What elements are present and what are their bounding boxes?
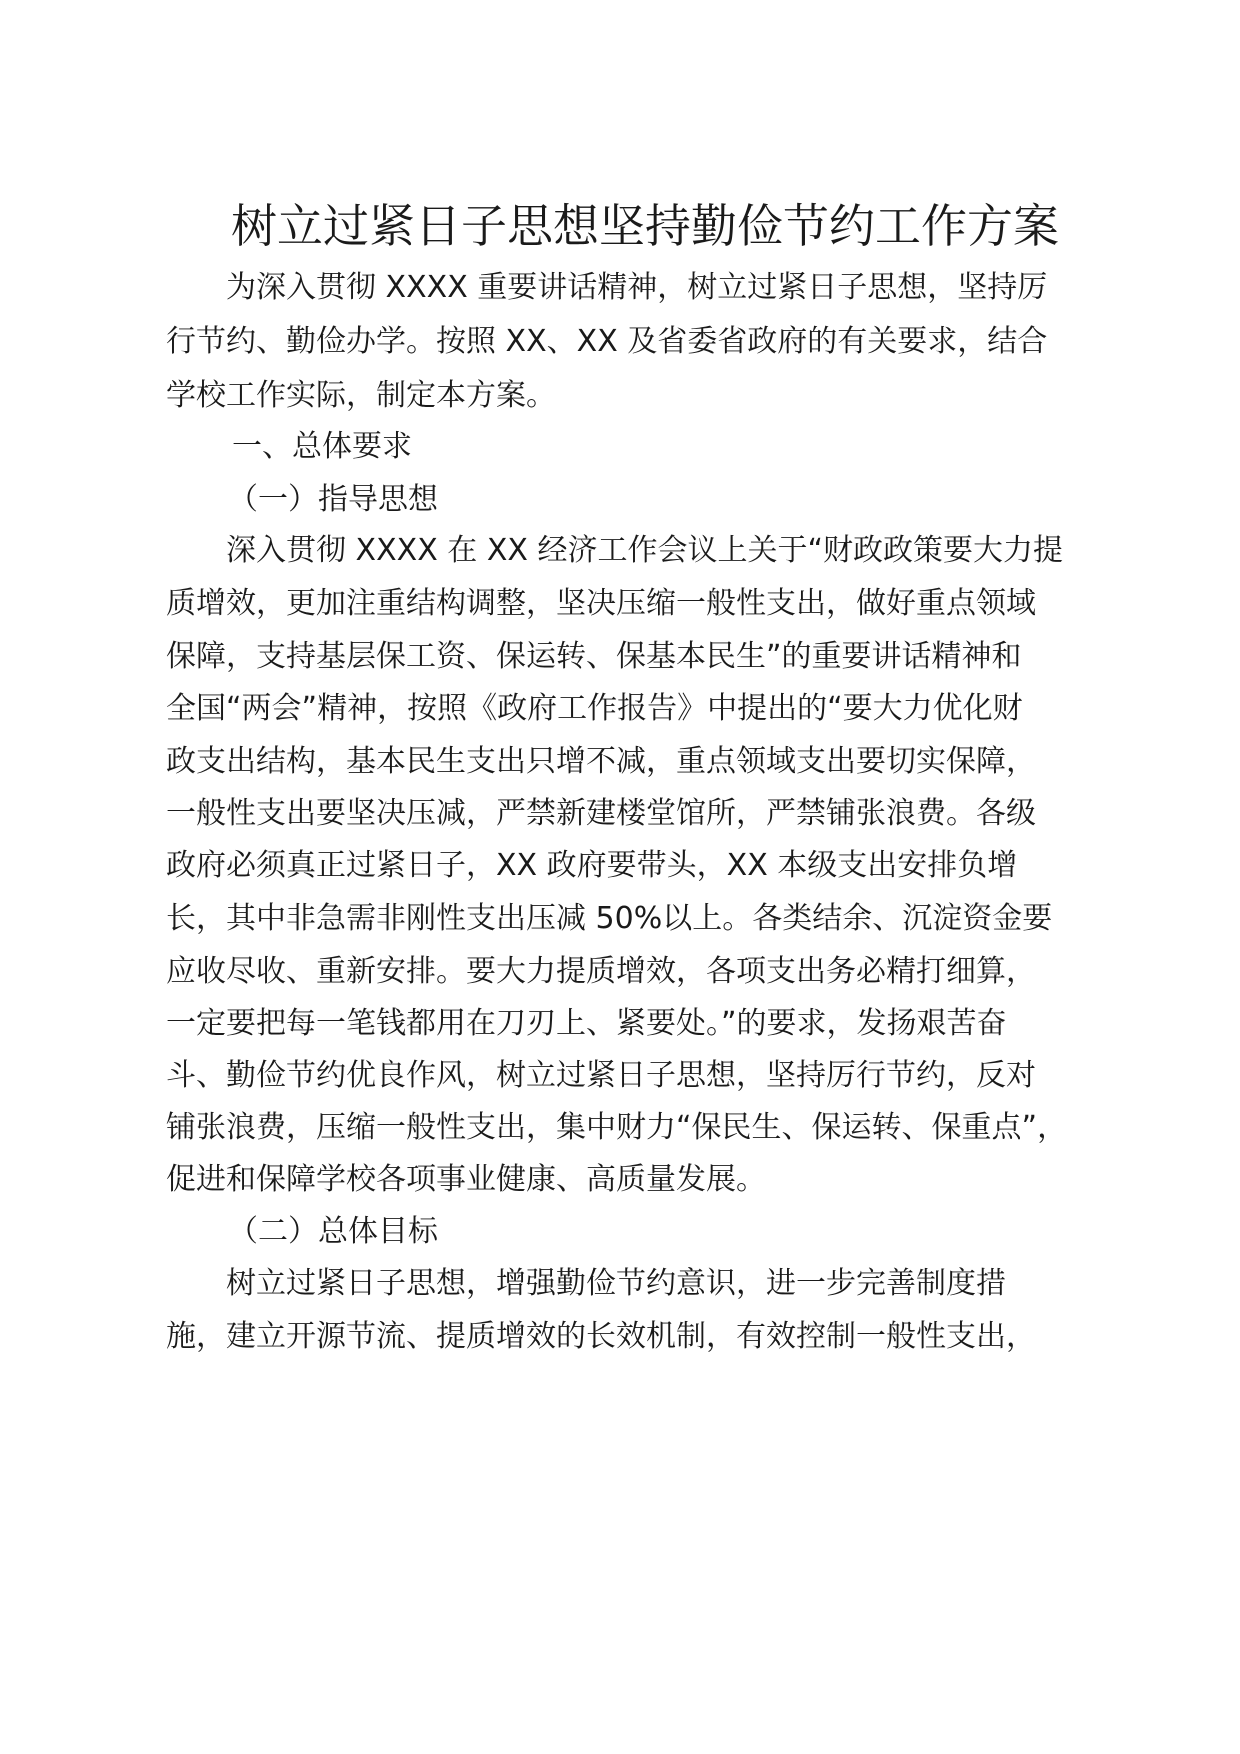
body-line: 为深入贯彻 XXXX 重要讲话精神，树立过紧日子思想，坚持厉 bbox=[226, 270, 1048, 305]
body-line: 质增效，更加注重结构调整，坚决压缩一般性支出，做好重点领域 bbox=[166, 586, 1036, 621]
body-line: 施，建立开源节流、提质增效的长效机制，有效控制一般性支出， bbox=[166, 1319, 1036, 1354]
body-line: 政府必须真正过紧日子，XX 政府要带头，XX 本级支出安排负增 bbox=[166, 848, 1018, 883]
subsection-heading: （二）总体目标 bbox=[228, 1214, 438, 1249]
body-line: 树立过紧日子思想，增强勤俭节约意识，进一步完善制度措 bbox=[226, 1266, 1006, 1301]
body-line: 斗、勤俭节约优良作风，树立过紧日子思想，坚持厉行节约，反对 bbox=[166, 1058, 1036, 1093]
body-line: 一定要把每一笔钱都用在刀刃上、紧要处。”的要求，发扬艰苦奋 bbox=[166, 1006, 1007, 1041]
body-line: 铺张浪费，压缩一般性支出，集中财力“保民生、保运转、保重点”， bbox=[166, 1110, 1068, 1145]
body-line: 学校工作实际，制定本方案。 bbox=[166, 378, 556, 413]
body-line: 全国“两会”精神，按照《政府工作报告》中提出的“要大力优化财 bbox=[166, 691, 1023, 726]
document-title: 树立过紧日子思想坚持勤俭节约工作方案 bbox=[231, 199, 1059, 253]
body-line: 行节约、勤俭办学。按照 XX、XX 及省委省政府的有关要求，结合 bbox=[166, 324, 1048, 359]
body-line: 一般性支出要坚决压减，严禁新建楼堂馆所，严禁铺张浪费。各级 bbox=[166, 796, 1036, 831]
body-line: 长，其中非急需非刚性支出压减 50%以上。各类结余、沉淀资金要 bbox=[166, 901, 1053, 936]
section-heading: 一、总体要求 bbox=[232, 429, 412, 464]
body-line: 应收尽收、重新安排。要大力提质增效，各项支出务必精打细算， bbox=[166, 954, 1036, 989]
body-line: 深入贯彻 XXXX 在 XX 经济工作会议上关于“财政政策要大力提 bbox=[226, 533, 1063, 568]
body-line: 政支出结构，基本民生支出只增不减，重点领域支出要切实保障， bbox=[166, 744, 1036, 779]
subsection-heading: （一）指导思想 bbox=[228, 482, 438, 517]
body-line: 保障，支持基层保工资、保运转、保基本民生”的重要讲话精神和 bbox=[166, 639, 1022, 674]
body-line: 促进和保障学校各项事业健康、高质量发展。 bbox=[166, 1162, 766, 1197]
